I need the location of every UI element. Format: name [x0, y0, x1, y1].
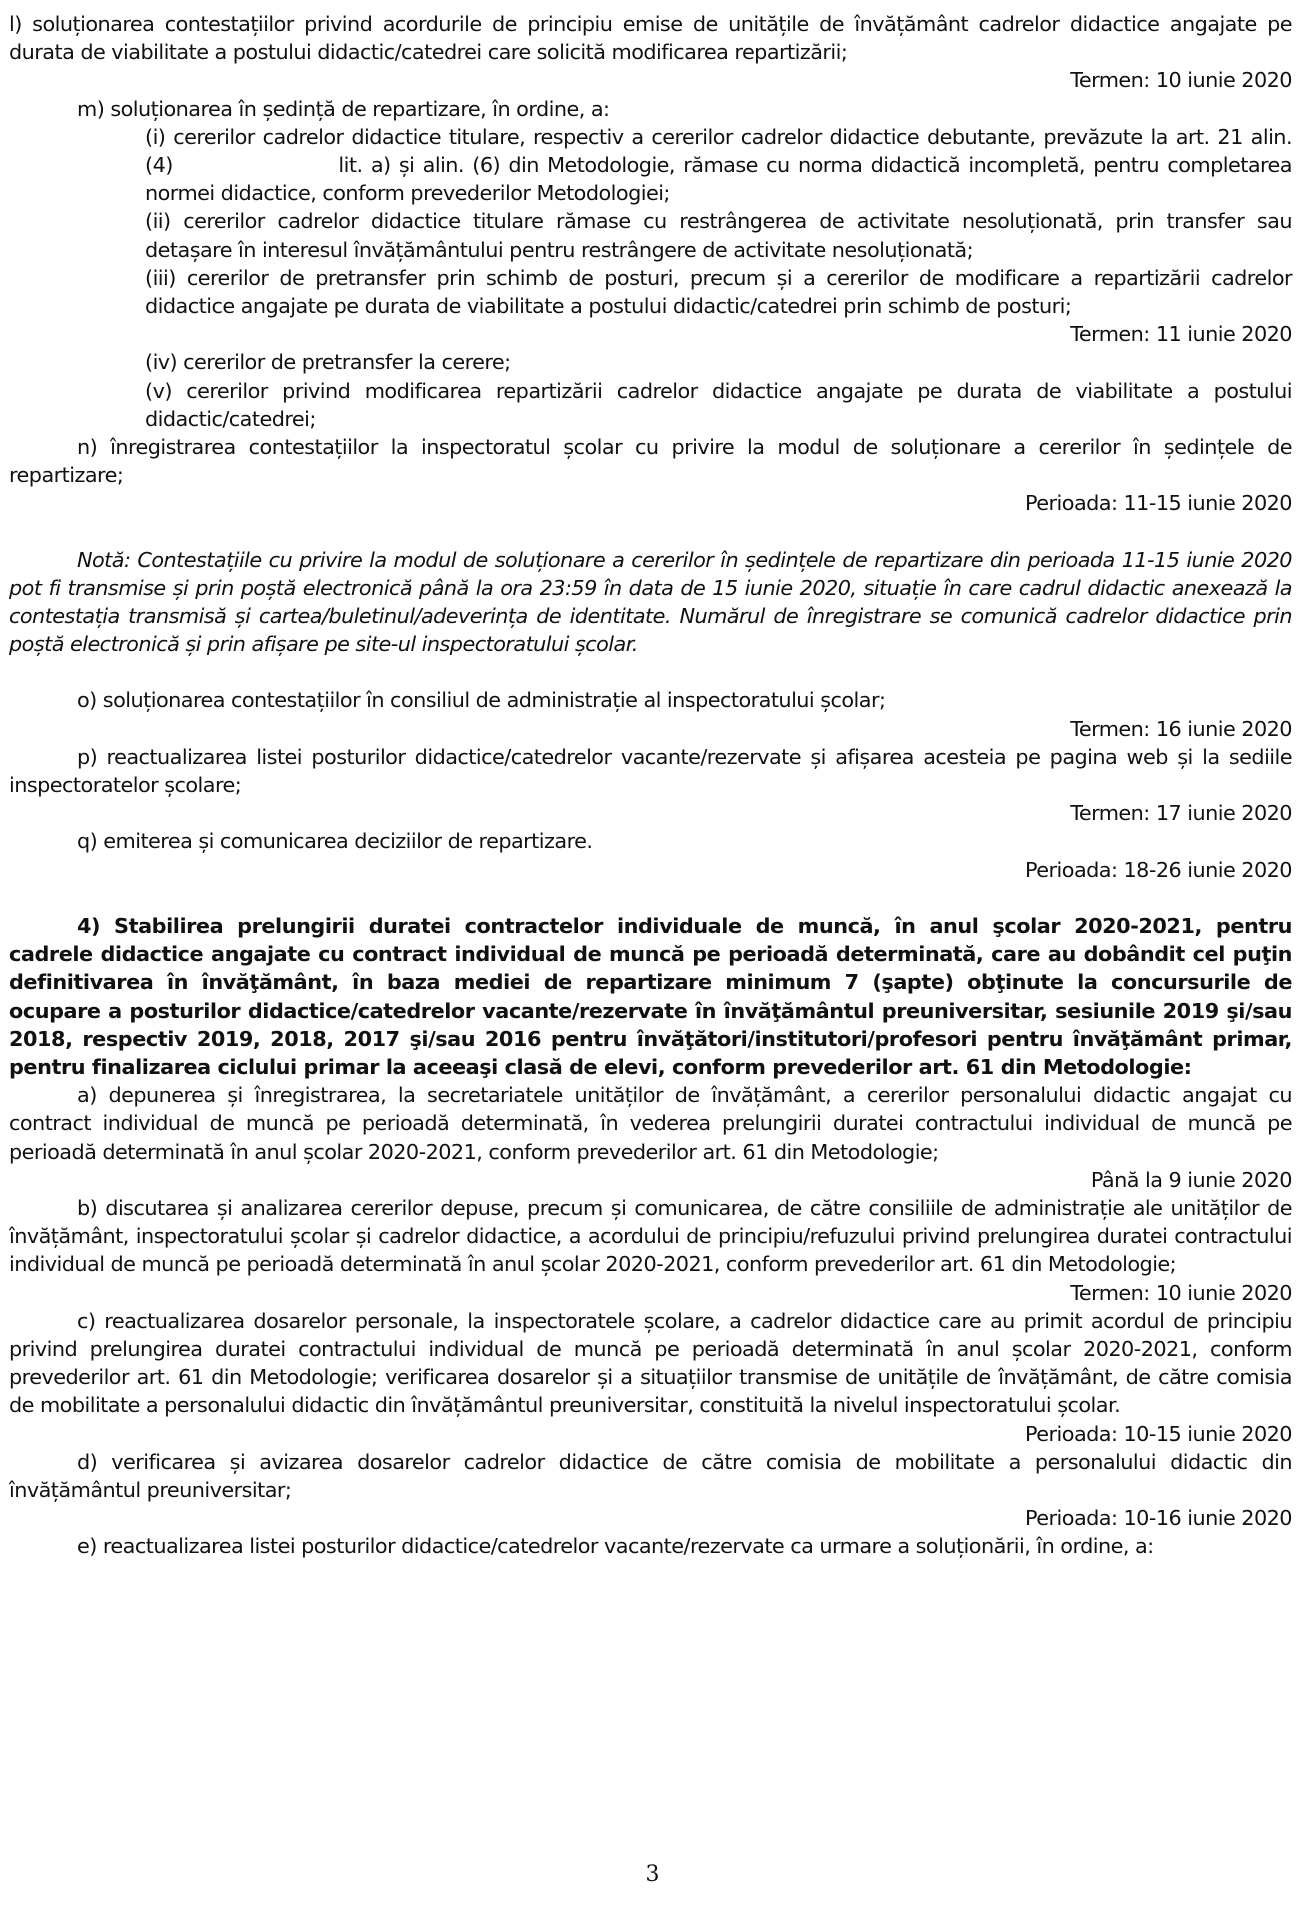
item-p: p) reactualizarea listei posturilor didactice/catedrelor vacante/rezervate și afișarea acesteia pe pagina web și la sediile inspectoratelor școlare;: [9, 744, 1292, 798]
item-d: d) verificarea și avizarea dosarelor cadrelor didactice de către comisia de mobilitate a personalului didactic din învățământul preuniversitar;: [9, 1449, 1292, 1502]
page-number: 3: [645, 1862, 660, 1887]
item-m-i: (i) cererilor cadrelor didactice titulare, respectiv a cererilor cadrelor didactice debutante, prevăzute la art. 21 alin. (4) lit. a) și alin. (6) din Metodologie, rămase cu norma didactică incompletă, pentru completarea normei didactice, conform prevederilor Metodologiei;: [145, 124, 1299, 206]
item-m-iv: (iv) cererilor de pretransfer la cerere;: [145, 350, 511, 375]
item-n: n) înregistrarea contestațiilor la inspectoratul școlar cu privire la modul de soluționare a cererilor în ședințele de repartizare;: [9, 435, 1292, 488]
deadline-a: Până la 9 iunie 2020: [1090, 1167, 1292, 1192]
section-4-heading: 4) Stabilirea prelungirii duratei contractelor individuale de muncă, în anul şcolar 2020-2021, pentru cadrele didactice angajate cu contract individual de muncă pe perioadă determinată, care au dobândit cel puţin definitivarea în învăţământ, în baza mediei de repartizare minimum 7 (şapte) obţinute la concursurile de ocupare a posturilor didactice/catedrelor vacante/rezervate în învăţământul preuniversitar, sesiunile 2019 şi/sau 2018, respectiv 2019, 2018, 2017 şi/sau 2016 pentru învăţători/institutori/profesori pentru învăţământ primar, pentru finalizarea ciclului primar la aceeaşi clasă de elevi, conform prevederilor art. 61 din Metodologie:: [9, 913, 1292, 1079]
item-o: o) soluționarea contestațiilor în consiliul de administrație al inspectoratului școlar;: [77, 688, 886, 713]
period-c: Perioada: 10-15 iunie 2020: [1025, 1421, 1292, 1446]
item-b: b) discutarea și analizarea cererilor depuse, precum și comunicarea, de către consiliile de administrație ale unităților de învățământ, inspectoratului școlar și cadrelor didactice, a acordului de principiu/refuzului privind prelungirea duratei contractului individual de muncă pe perioadă determinată în anul școlar 2020-2021, conform prevederilor art. 61 din Metodologie;: [9, 1195, 1292, 1277]
item-c: c) reactualizarea dosarelor personale, la inspectoratele școlare, a cadrelor didactice care au primit acordul de principiu privind prelungirea duratei contractului individual de muncă pe perioadă determinată în anul școlar 2020-2021, conform prevederilor art. 61 din Metodologie; verificarea dosarelor și a situațiilor transmise de unitățile de învățământ, de către comisia de mobilitate a personalului didactic din învățământul preuniversitar, constituită la nivelul inspectoratului școlar.: [9, 1308, 1292, 1418]
period-n: Perioada: 11-15 iunie 2020: [1025, 491, 1292, 516]
item-m-v: (v) cererilor privind modificarea repartizării cadrelor didactice angajate pe durata de viabilitate a postului didactic/catedrei;: [145, 378, 1292, 431]
deadline-b: Termen: 10 iunie 2020: [1070, 1280, 1292, 1305]
note: Notă: Contestațiile cu privire la modul de soluționare a cererilor în ședințele de repartizare din perioada 11-15 iunie 2020 pot fi transmise și prin poștă electronică până la ora 23:59 în data de 15 iunie 2020, situație în care cadrul didactic anexează la contestația transmisă și cartea/buletinul/adeverința de identitate. Numărul de înregistrare se comunică cadrelor didactice prin poștă electronică și prin afișare pe site-ul inspectoratului școlar.: [9, 547, 1292, 657]
item-l: l) soluționarea contestațiilor privind acordurile de principiu emise de unitățile de învățământ cadrelor didactice angajate pe durata de viabilitate a postului didactic/catedrei care solicită modificarea repartizării;: [9, 12, 1292, 65]
deadline-l: Termen: 10 iunie 2020: [1070, 68, 1292, 93]
period-d: Perioada: 10-16 iunie 2020: [1025, 1506, 1292, 1531]
deadline-p: Termen: 17 iunie 2020: [1070, 801, 1292, 826]
item-m: m) soluționarea în ședință de repartizare, în ordine, a:: [77, 96, 610, 121]
deadline-m: Termen: 11 iunie 2020: [1070, 322, 1292, 347]
item-a: a) depunerea și înregistrarea, la secretariatele unităților de învățământ, a cererilor personalului didactic angajat cu contract individual de muncă pe perioadă determinată, în vederea prelungirii duratei contractului individual de muncă pe perioadă determinată în anul școlar 2020-2021, conform prevederilor art. 61 din Metodologie;: [9, 1083, 1292, 1164]
item-q: q) emiterea și comunicarea deciziilor de repartizare.: [77, 829, 593, 854]
deadline-o: Termen: 16 iunie 2020: [1070, 716, 1292, 741]
item-m-iii: (iii) cererilor de pretransfer prin schimb de posturi, precum și a cererilor de modificare a repartizării cadrelor didactice angajate pe durata de viabilitate a postului didactic/catedrei prin schimb de posturi;: [145, 265, 1292, 319]
period-q: Perioada: 18-26 iunie 2020: [1025, 857, 1292, 882]
document-page: [9, 10, 1299, 1561]
item-m-ii: (ii) cererilor cadrelor didactice titulare rămase cu restrângerea de activitate nesoluționată, prin transfer sau detașare în interesul învățământului pentru restrângere de activitate nesoluționată;: [145, 209, 1292, 262]
item-e: e) reactualizarea listei posturilor didactice/catedrelor vacante/rezervate ca urmare a soluționării, în ordine, a:: [77, 1534, 1154, 1559]
